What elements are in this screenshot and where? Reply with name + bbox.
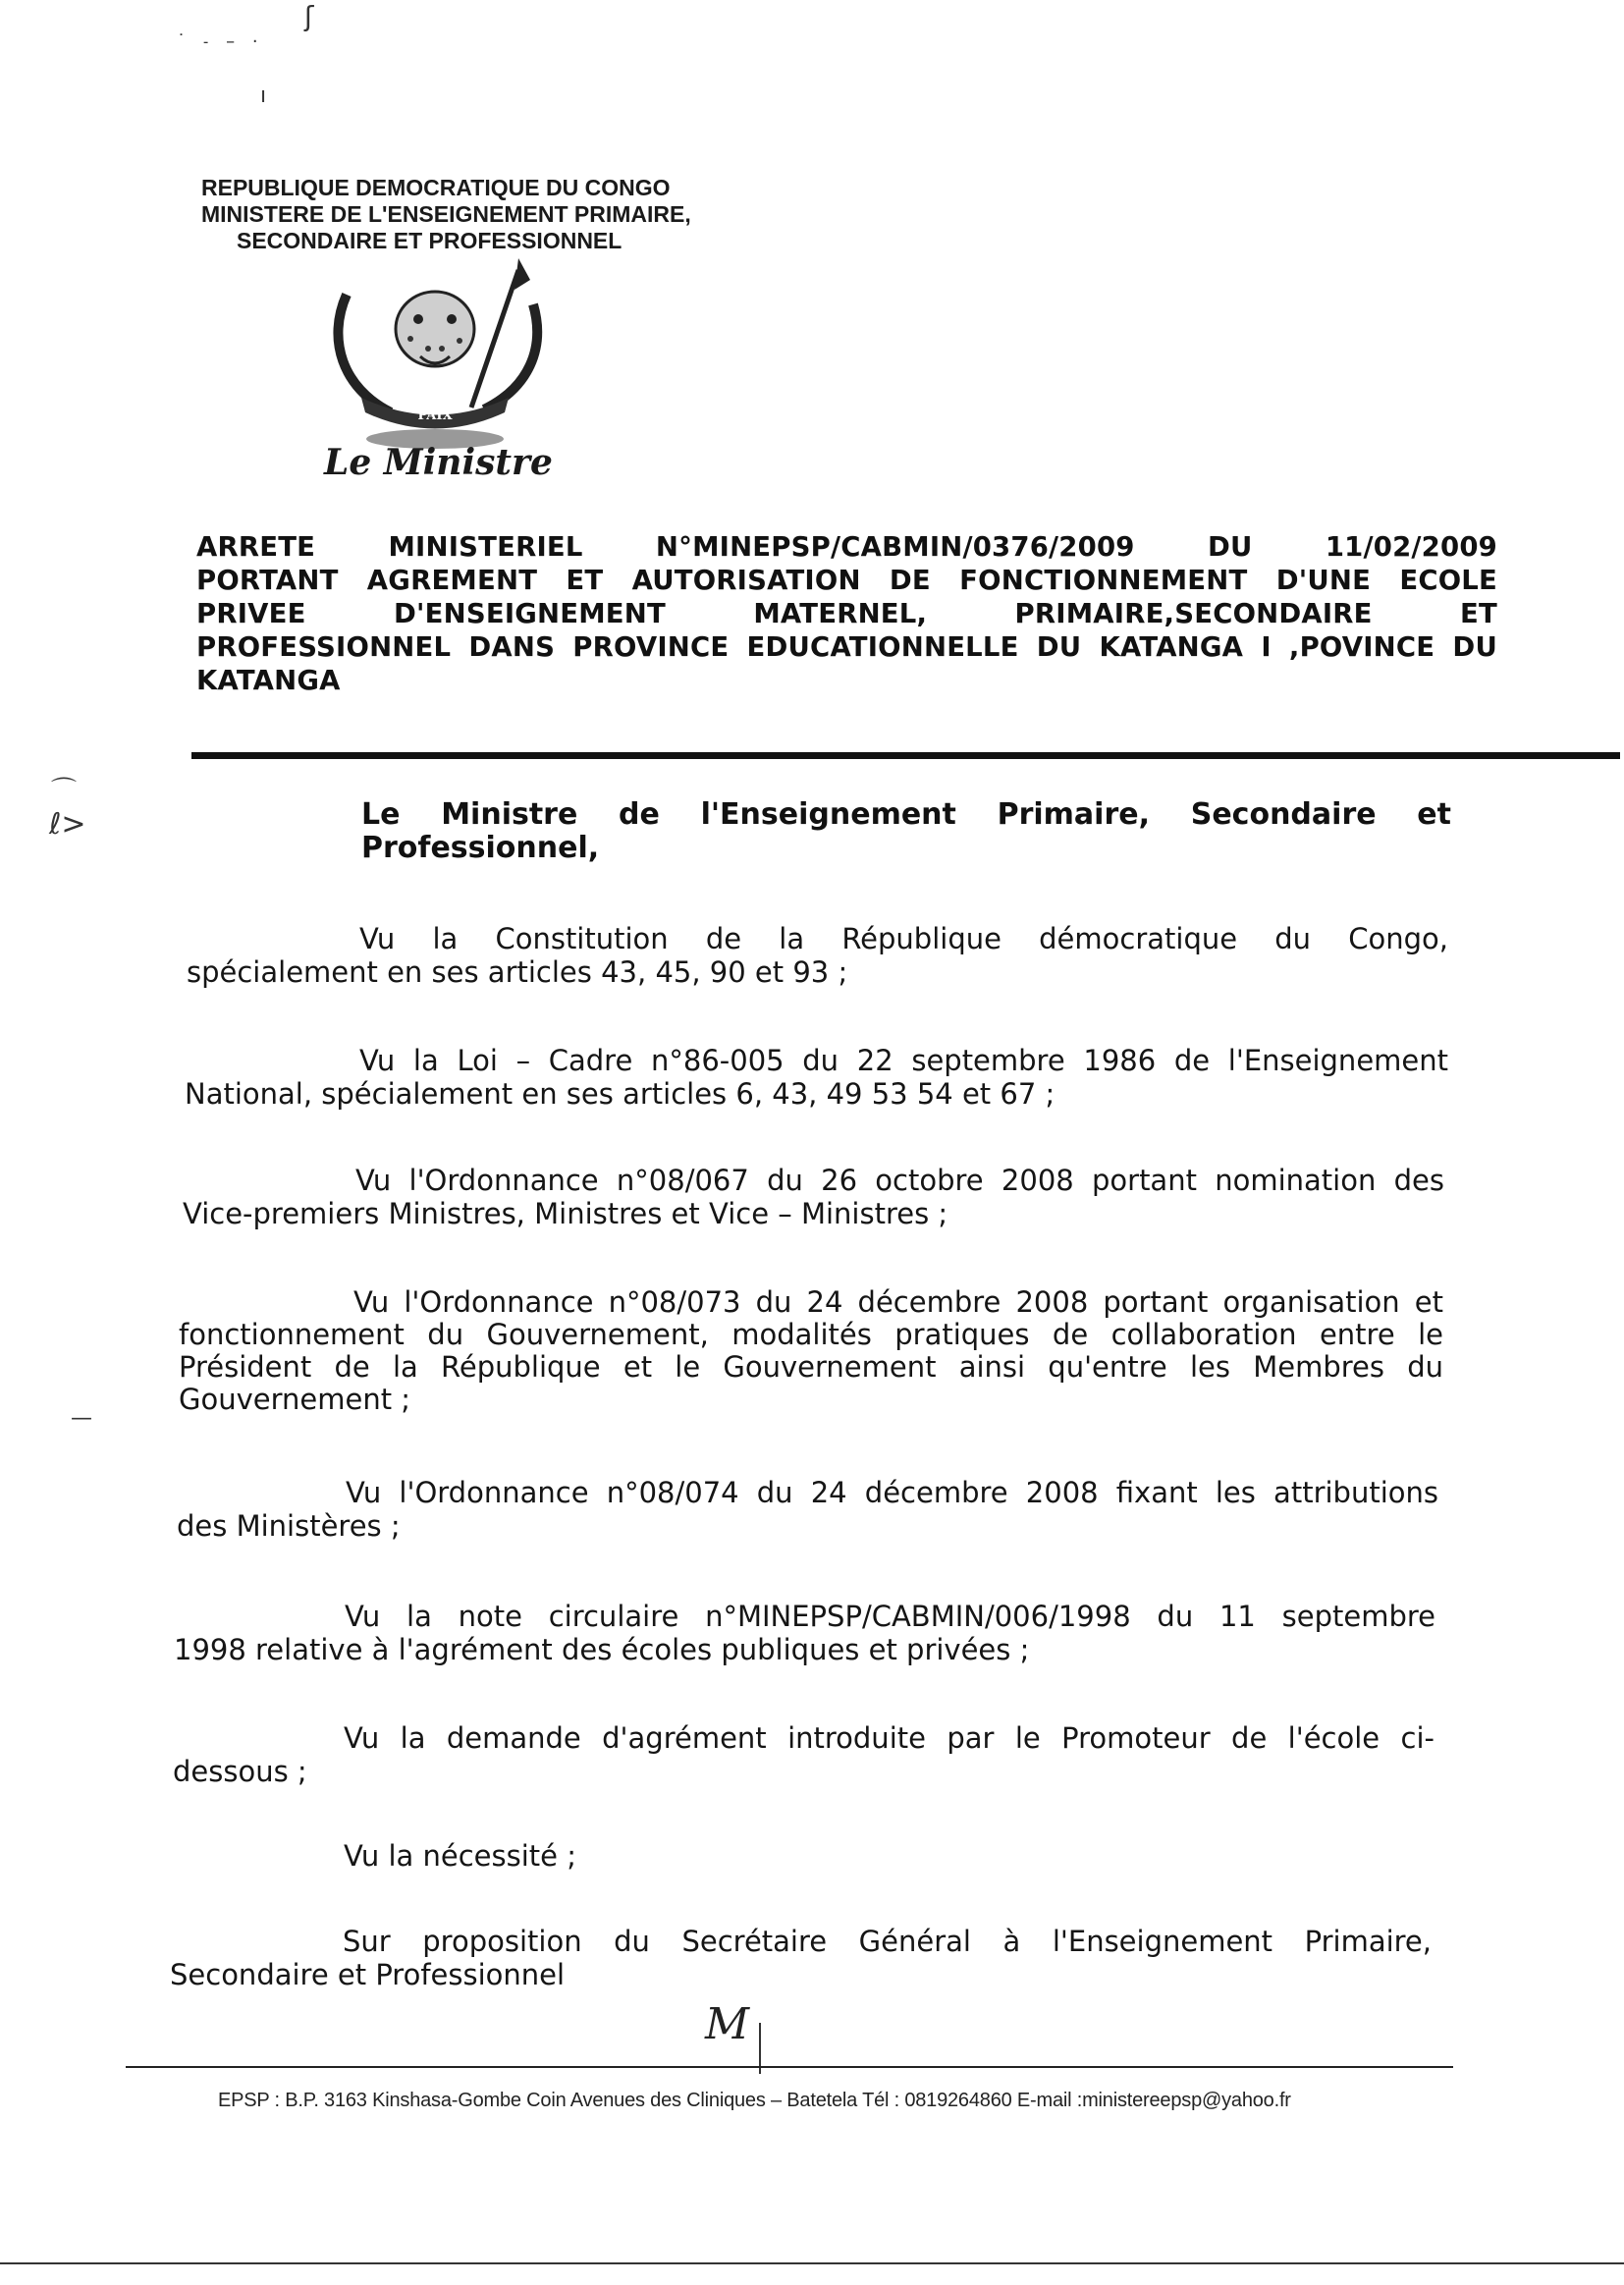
header-ministry-cont: SECONDAIRE ET PROFESSIONNEL — [237, 228, 623, 253]
minister-signature-title: Le Ministre — [324, 442, 553, 483]
recital-first-line: Vu l'Ordonnance n°08/074 du 24 décembre 2008 fixant les attributions — [346, 1476, 1438, 1509]
recital-line: des Ministères ; — [177, 1509, 401, 1543]
recital-line: Secondaire et Professionnel — [170, 1958, 566, 1991]
recital-line: Président de la République et le Gouvernement ainsi qu'entre les Membres du — [179, 1350, 1443, 1384]
recital-first-line: Vu la note circulaire n°MINEPSP/CABMIN/006/1998 du 11 septembre — [345, 1600, 1435, 1633]
recital-paragraph — [177, 1476, 1438, 1543]
coat-of-arms-emblem — [312, 250, 558, 452]
recital-first-line: Vu l'Ordonnance n°08/073 du 24 décembre 2008 portant organisation et — [353, 1285, 1443, 1319]
recital-paragraph — [170, 1925, 1432, 1991]
recital-line: National, spécialement en ses articles 6, 43, 49 53 54 et 67 ; — [185, 1077, 1056, 1111]
recital-line: dessous ; — [173, 1755, 307, 1788]
footer-address: EPSP : B.P. 3163 Kinshasa-Gombe Coin Avenues des Cliniques – Batetela Tél : 0819264860 E-mail :ministereepsp@yahoo.fr — [218, 2090, 1291, 2111]
recital-paragraph — [187, 922, 1448, 989]
initials-text: M — [705, 1999, 750, 2049]
stray-mark: ˙ ˗ – · — [177, 31, 264, 52]
minister-heading — [361, 798, 1451, 865]
recital-first-line: Vu la Loi – Cadre n°86-005 du 22 septembre 1986 de l'Enseignement — [359, 1044, 1448, 1077]
minister-heading-line: Le Ministre de l'Enseignement Primaire, Secondaire et — [361, 797, 1451, 832]
recital-paragraph — [183, 1164, 1444, 1230]
title-line: KATANGA — [196, 665, 341, 696]
recital-first-line: Vu l'Ordonnance n°08/067 du 26 octobre 2008 portant nomination des — [355, 1164, 1444, 1197]
recital-paragraph — [174, 1600, 1435, 1666]
emblem-motto: PAIX — [417, 408, 453, 423]
recital-line: Vice-premiers Ministres, Ministres et Vice – Ministres ; — [183, 1197, 948, 1230]
margin-mark: ℓ> — [49, 807, 86, 842]
recital-paragraph — [344, 1839, 576, 1873]
recital-first-line: Vu la demande d'agrément introduite par le Promoteur de l'école ci- — [344, 1721, 1435, 1755]
recital-line: spécialement en ses articles 43, 45, 90 et 93 ; — [187, 955, 848, 989]
margin-mark: ⌒ — [51, 777, 78, 806]
title-line: PROFESSIONNEL DANS PROVINCE EDUCATIONNELLE DU KATANGA I ,POVINCE DU — [196, 631, 1497, 663]
recital-first-line: Vu la Constitution de la République démocratique du Congo, — [359, 922, 1448, 955]
title-divider — [191, 752, 1620, 759]
recital-line: fonctionnement du Gouvernement, modalités pratiques de collaboration entre le — [179, 1318, 1443, 1351]
recital-line: Gouvernement ; — [179, 1383, 411, 1416]
header-block — [201, 175, 691, 254]
decree-title — [196, 530, 1497, 697]
stray-mark: ʃ — [304, 0, 314, 32]
recital-first-line: Vu la nécessité ; — [344, 1839, 576, 1873]
header-republic: REPUBLIQUE DEMOCRATIQUE DU CONGO — [201, 175, 671, 200]
title-line: PORTANT AGREMENT ET AUTORISATION DE FONCTIONNEMENT D'UNE ECOLE — [196, 565, 1497, 596]
page-bottom-line — [0, 2262, 1624, 2264]
header-ministry: MINISTERE DE L'ENSEIGNEMENT PRIMAIRE, — [201, 201, 691, 227]
footer-divider — [126, 2066, 1453, 2068]
margin-mark: — — [71, 1406, 92, 1431]
minister-heading-line: Professionnel, — [361, 831, 600, 865]
title-line: ARRETE MINISTERIEL N°MINEPSP/CABMIN/0376/2009 DU 11/02/2009 — [196, 531, 1497, 563]
handwritten-initials — [705, 1999, 749, 2049]
recital-paragraph — [179, 1286, 1443, 1416]
recital-paragraph — [185, 1044, 1448, 1111]
stray-mark: ı — [260, 83, 267, 108]
recital-paragraph — [173, 1721, 1435, 1788]
title-line: PRIVEE D'ENSEIGNEMENT MATERNEL, PRIMAIRE,SECONDAIRE ET — [196, 598, 1497, 629]
recital-first-line: Sur proposition du Secrétaire Général à l'Enseignement Primaire, — [343, 1925, 1432, 1958]
recital-line: 1998 relative à l'agrément des écoles publiques et privées ; — [174, 1633, 1030, 1666]
